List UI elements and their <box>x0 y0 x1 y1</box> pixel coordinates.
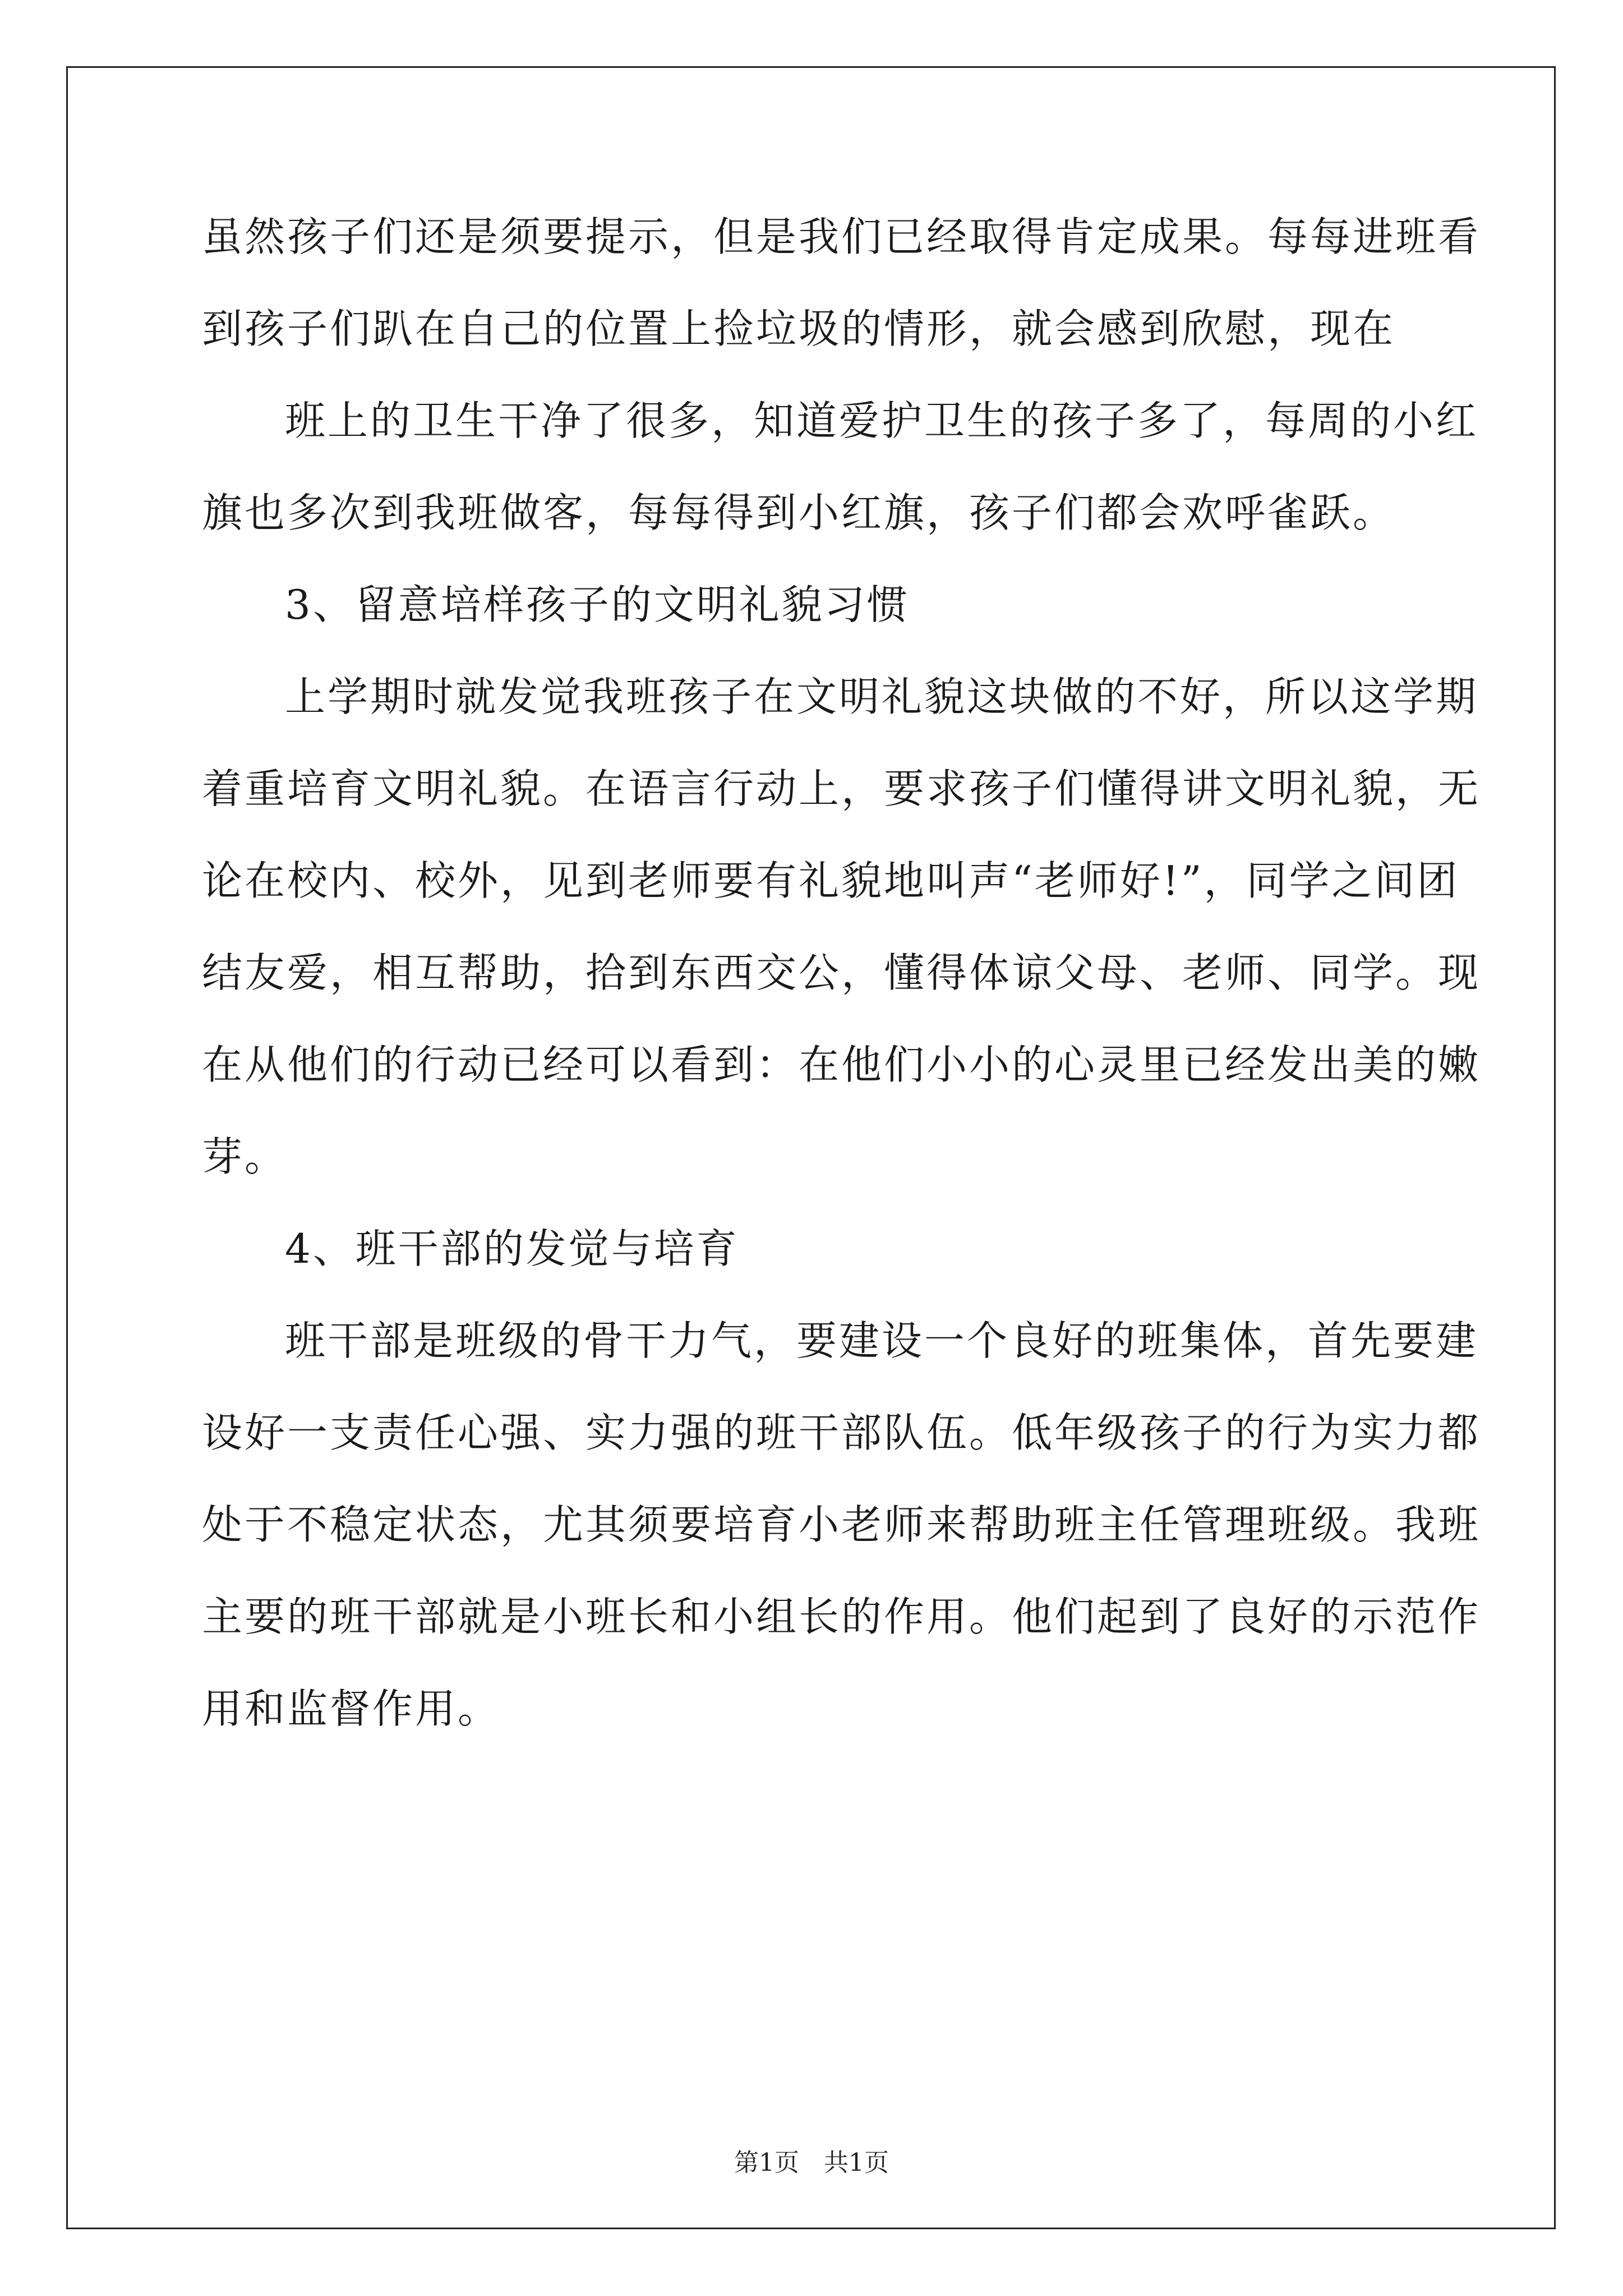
text-line-11: 芽。 <box>202 1133 288 1180</box>
text-line-10: 在从他们的行动已经可以看到：在他们小小的心灵里已经发出美的嫩 <box>202 1041 1481 1088</box>
text-line-16: 主要的班干部就是小班长和小组长的作用。他们起到了良好的示范作 <box>202 1593 1481 1640</box>
text-line-9: 结友爱，相互帮助，拾到东西交公，懂得体谅父母、老师、同学。现 <box>202 949 1481 996</box>
section-heading-3: 3、留意培样孩子的文明礼貌习惯 <box>285 581 910 628</box>
document-body <box>202 191 1481 1755</box>
text-line-6: 上学期时就发觉我班孩子在文明礼貌这块做的不好，所以这学期 <box>285 673 1479 720</box>
text-line-14: 设好一支责任心强、实力强的班干部队伍。低年级孩子的行为实力都 <box>202 1409 1481 1456</box>
text-line-3: 班上的卫生干净了很多，知道爱护卫生的孩子多了，每周的小红 <box>285 397 1479 444</box>
text-line-15: 处于不稳定状态，尤其须要培育小老师来帮助班主任管理班级。我班 <box>202 1501 1481 1548</box>
section-heading-4: 4、班干部的发觉与培育 <box>285 1225 739 1272</box>
text-line-17: 用和监督作用。 <box>202 1685 501 1732</box>
text-line-1: 虽然孩子们还是须要提示，但是我们已经取得肯定成果。每每进班看 <box>202 213 1481 260</box>
text-line-2: 到孩子们趴在自己的位置上捡垃圾的情形，就会感到欣慰，现在 <box>202 305 1396 352</box>
text-line-8: 论在校内、校外，见到老师要有礼貌地叫声“老师好!”，同学之间团 <box>202 857 1460 904</box>
text-line-4: 旗也多次到我班做客，每每得到小红旗，孩子们都会欢呼雀跃。 <box>202 489 1396 536</box>
text-line-7: 着重培育文明礼貌。在语言行动上，要求孩子们懂得讲文明礼貌，无 <box>202 765 1481 812</box>
text-line-13: 班干部是班级的骨干力气，要建设一个良好的班集体，首先要建 <box>285 1317 1479 1364</box>
page-footer: 第1页 共1页 <box>734 2148 889 2177</box>
